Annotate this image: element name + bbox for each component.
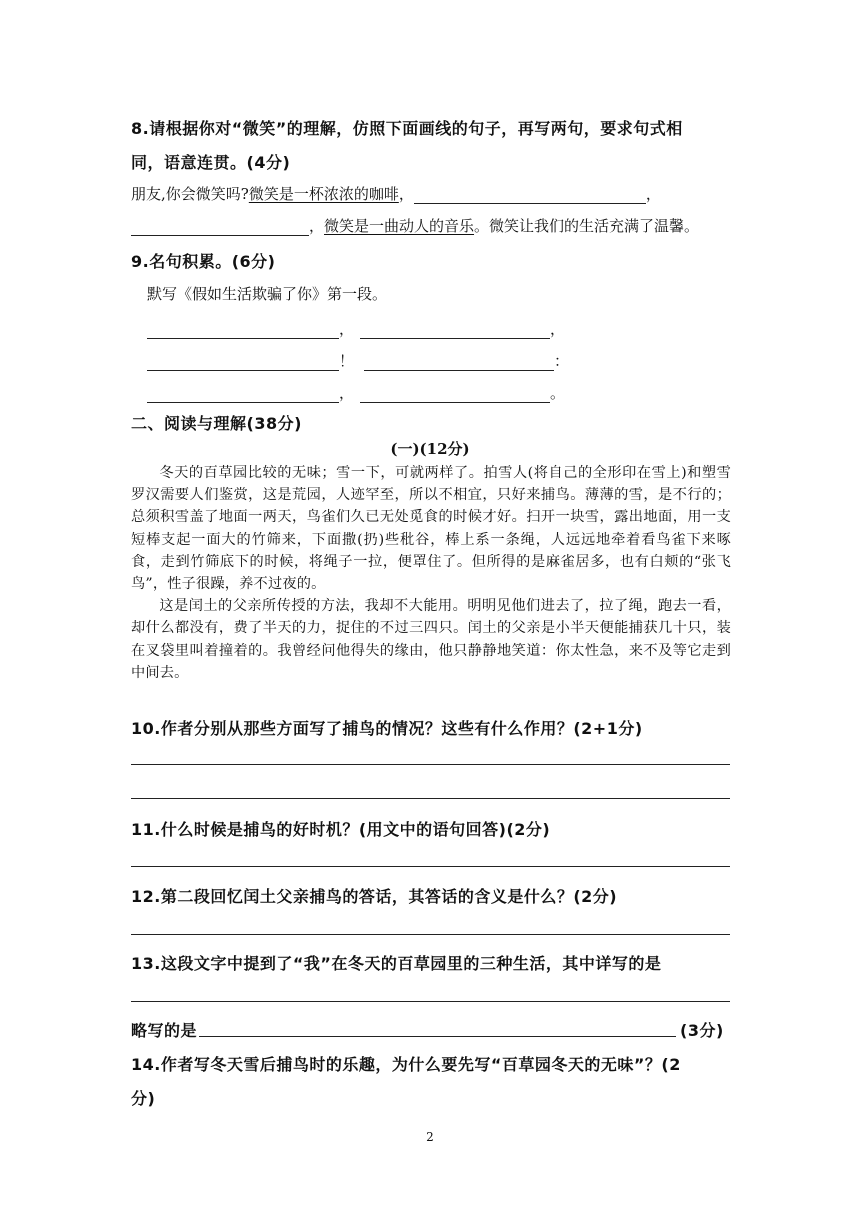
q9-blank-5[interactable] xyxy=(147,386,339,403)
q13-score: (3分) xyxy=(680,1021,724,1040)
q8-title-line1: 8.请根据你对“微笑”的理解，仿照下面画线的句子，再写两句，要求句式相 xyxy=(131,119,683,138)
q8-comma: ， xyxy=(398,185,414,203)
q8-title-line2: 同，语意连贯。(4分) xyxy=(131,153,291,172)
q10-answer-line-1[interactable] xyxy=(131,764,730,765)
q13-brief-answer-line[interactable] xyxy=(199,1036,676,1037)
q9-poem-line3 xyxy=(147,382,565,403)
q13-answer-line[interactable] xyxy=(131,1001,730,1002)
q9-title: 9.名句积累。(6分) xyxy=(131,252,276,271)
q9-punct: ， xyxy=(339,320,355,338)
q13-line2-label: 略写的是 xyxy=(131,1021,198,1040)
q9-instruction: 默写《假如生活欺骗了你》第一段。 xyxy=(147,285,388,303)
passage-paragraph-2: 这是闰土的父亲所传授的方法，我却不大能用。明明见他们进去了，拉了绳，跑去一看，却什么都没有，费了半天的力，捉住的不过三四只。闰土的父亲是小半天便能捕获几十只，装在叉袋里叫着撞着的。我曾经问他得失的缘由，他只静静地笑道：你太性急，来不及等它走到中间去。 xyxy=(131,598,731,681)
q11-title: 11.什么时候是捕鸟的好时机？(用文中的语句回答)(2分) xyxy=(131,820,551,839)
q8-prefix: 朋友,你会微笑吗? xyxy=(131,185,249,203)
q8-answer-blank-1[interactable] xyxy=(414,187,646,204)
q9-blank-3[interactable] xyxy=(147,354,339,371)
q8-suffix: 。微笑让我们的生活充满了温馨。 xyxy=(474,217,700,235)
q8-answer-blank-2[interactable] xyxy=(131,219,309,236)
q9-poem-line2 xyxy=(147,350,569,371)
q9-blank-2[interactable] xyxy=(360,322,550,339)
q9-blank-4[interactable] xyxy=(364,354,554,371)
q10-title: 10.作者分别从那些方面写了捕鸟的情况？这些有什么作用？(2+1分) xyxy=(131,719,643,738)
q9-poem-line1 xyxy=(147,318,565,339)
q8-comma: ， xyxy=(309,217,325,235)
q9-punct: ！ xyxy=(339,352,355,370)
passage-paragraph-1: 冬天的百草园比较的无味；雪一下，可就两样了。拍雪人(将自己的全形印在雪上)和塑雪罗汉需要人们鉴赏，这是荒园，人迹罕至，所以不相宜，只好来捕鸟。薄薄的雪，是不行的；总须积雪盖了地面一两天，鸟雀们久已无处觅食的时候才好。扫开一块雪，露出地面，用一支短棒支起一面大的竹筛来，下面撒(扔)些秕谷，棒上系一条绳，人远远地牵着看鸟雀下来啄食，走到竹筛底下的时候，将绳子一拉，便罩住了。但所得的是麻雀居多，也有白颊的“张飞鸟”，性子很躁，养不过夜的。 xyxy=(131,465,731,593)
q11-answer-line[interactable] xyxy=(131,866,730,867)
q9-punct: ， xyxy=(550,320,566,338)
q12-title: 12.第二段回忆闰土父亲捕鸟的答话，其答话的含义是什么？(2分) xyxy=(131,887,618,906)
q8-example-underlined: 微笑是一杯浓浓的咖啡 xyxy=(248,185,399,203)
passage-1-heading: (一)(12分) xyxy=(390,440,470,458)
q9-punct: ： xyxy=(554,352,570,370)
q13-title: 13.这段文字中提到了“我”在冬天的百草园里的三种生活，其中详写的是 xyxy=(131,954,662,973)
q14-title-line2: 分) xyxy=(131,1089,156,1108)
page-number: 2 xyxy=(426,1130,434,1144)
reading-passage xyxy=(131,462,731,684)
q9-blank-1[interactable] xyxy=(147,322,339,339)
q8-sentence-line2 xyxy=(131,215,699,236)
q9-punct: 。 xyxy=(550,384,566,402)
q14-title-line1: 14.作者写冬天雪后捕鸟时的乐趣，为什么要先写“百草园冬天的无味”？(2 xyxy=(131,1055,681,1074)
q12-answer-line[interactable] xyxy=(131,934,730,935)
q8-example-underlined-2: 微笑是一曲动人的音乐 xyxy=(324,217,475,235)
q10-answer-line-2[interactable] xyxy=(131,798,730,799)
q9-blank-6[interactable] xyxy=(360,386,550,403)
q8-comma: ， xyxy=(645,185,661,203)
section-2-title: 二、阅读与理解(38分) xyxy=(131,414,302,433)
q8-sentence-line1 xyxy=(131,183,661,204)
q9-punct: ， xyxy=(339,384,355,402)
